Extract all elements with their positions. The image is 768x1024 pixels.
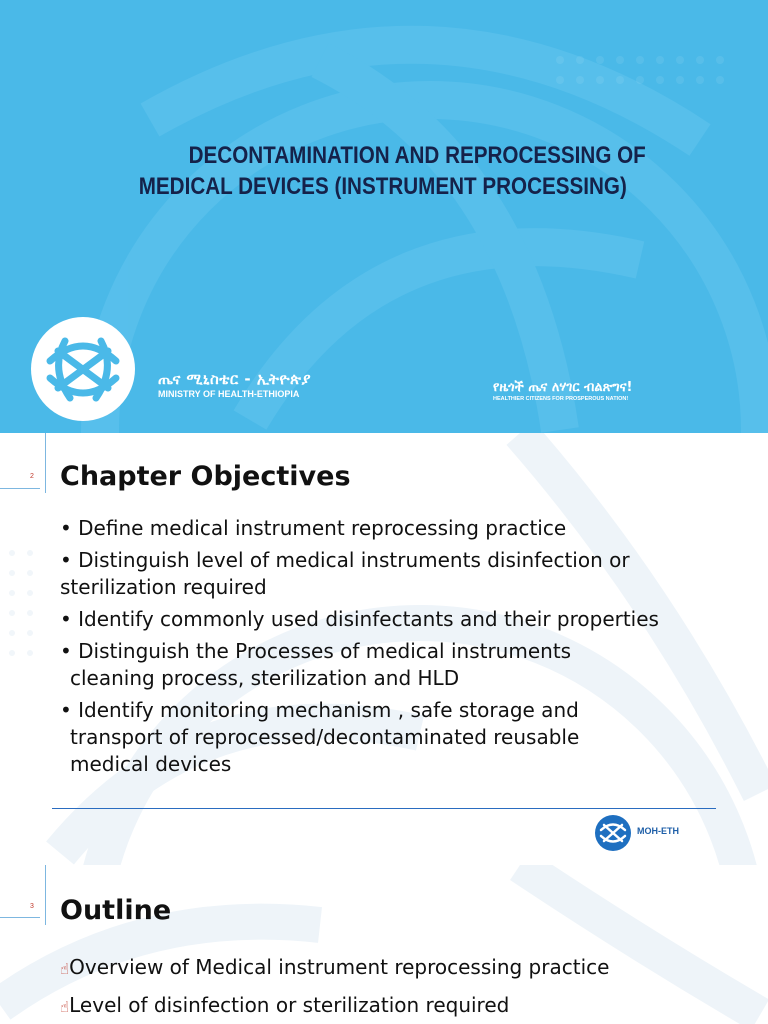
title-line-1: DECONTAMINATION AND REPROCESSING OF	[188, 142, 646, 169]
list-item	[60, 638, 732, 692]
outline-slide	[0, 865, 768, 1024]
hand-pointer-icon: ☝	[60, 960, 70, 978]
list-item	[60, 993, 509, 1017]
bullet-text: Identify commonly used disinfectants and their properties	[78, 607, 659, 631]
slogan	[493, 380, 632, 402]
list-item	[60, 547, 732, 601]
list-item	[60, 955, 609, 979]
bullet-icon: •	[60, 639, 72, 663]
bullet-icon: •	[60, 548, 72, 572]
page-number: 2	[30, 473, 34, 480]
slide-heading: Outline	[60, 895, 172, 926]
list-item	[60, 515, 732, 542]
slogan-amharic: የዜጎች ጤና ለሃገር ብልጽግና!	[493, 380, 633, 395]
bullet-text: Distinguish the Processes of medical instruments	[78, 639, 572, 663]
outline-text: Overview of Medical instrument reprocessing practice	[69, 955, 610, 979]
slogan-english: HEALTHIER CITIZENS FOR PROSPEROUS NATION!	[493, 396, 629, 402]
page-number: 3	[30, 903, 34, 910]
ministry-name-english: MINISTRY OF HEALTH-ETHIOPIA	[158, 389, 300, 399]
bullet-icon: •	[60, 698, 72, 722]
slide-margin-mark	[0, 917, 40, 918]
moh-logo-icon	[594, 814, 632, 852]
slide-margin-line	[45, 433, 46, 493]
title-line-2: MEDICAL DEVICES (INSTRUMENT PROCESSING)	[138, 173, 627, 200]
bullet-text: Identify monitoring mechanism , safe storage and	[78, 698, 579, 722]
outline-text: Level of disinfection or sterilization required	[69, 993, 510, 1017]
bullet-text-continued: transport of reprocessed/decontaminated reusable	[70, 725, 580, 749]
slide-heading: Chapter Objectives	[60, 461, 351, 492]
list-item	[60, 697, 732, 778]
slide-title	[108, 140, 693, 202]
list-item	[60, 606, 732, 633]
hand-pointer-icon: ☝	[60, 998, 70, 1016]
objectives-slide	[0, 433, 768, 865]
slide-margin-line	[45, 865, 46, 925]
ministry-logo-icon	[30, 316, 136, 422]
bullet-text: Distinguish level of medical instruments disinfection or	[78, 548, 630, 572]
bullet-icon: •	[60, 516, 72, 540]
footer-divider	[52, 808, 716, 809]
objectives-list	[60, 515, 732, 783]
title-slide	[0, 0, 768, 433]
moh-logo-text: MOH-ETH	[637, 826, 679, 836]
slide-margin-mark	[0, 488, 40, 489]
bullet-text-continued: cleaning process, sterilization and HLD	[70, 666, 460, 690]
bullet-icon: •	[60, 607, 72, 631]
ministry-name	[158, 370, 311, 399]
bullet-text-continued: sterilization required	[60, 575, 267, 599]
bullet-text-continued: medical devices	[70, 752, 232, 776]
bullet-text: Define medical instrument reprocessing practice	[78, 516, 567, 540]
ministry-name-amharic: ጤና ሚኒስቴር - ኢትዮጵያ	[158, 370, 312, 388]
